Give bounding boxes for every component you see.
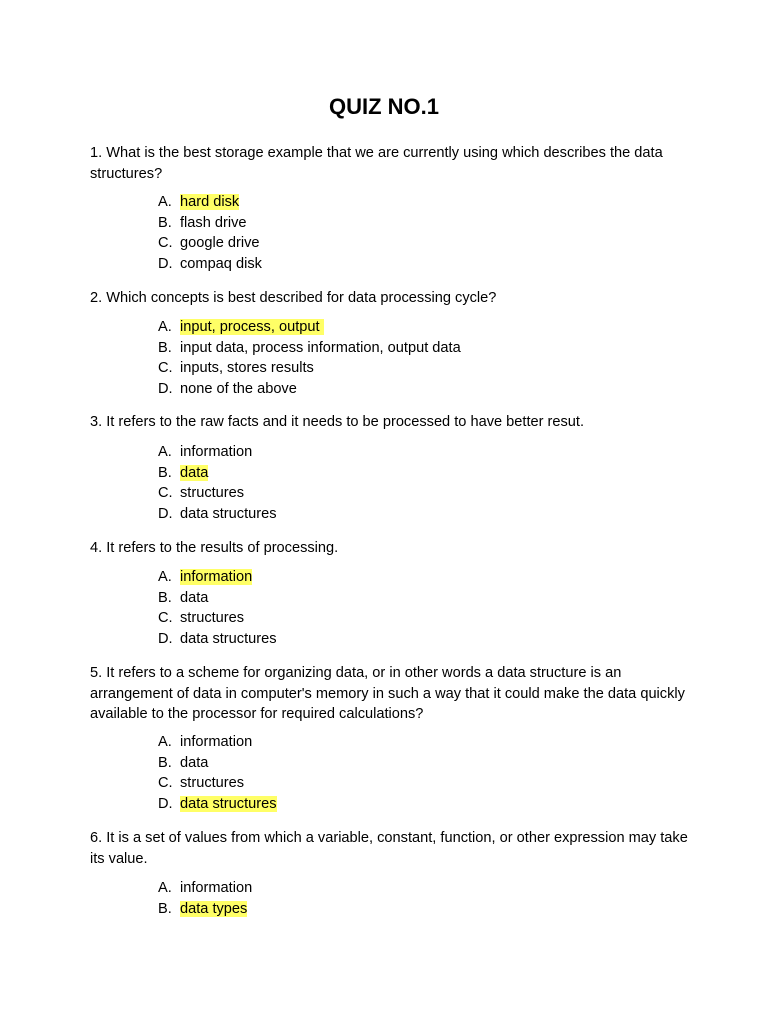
- option-letter: C.: [158, 485, 173, 501]
- option-letter: B.: [158, 339, 172, 356]
- option-text: google drive: [180, 235, 260, 251]
- option-letter: A.: [158, 569, 172, 585]
- answer-option: [158, 483, 277, 504]
- option-text-highlighted: data structures: [180, 795, 277, 812]
- option-letter: A.: [158, 319, 172, 335]
- option-text-highlighted: input, process, output: [180, 319, 324, 335]
- option-text: information: [180, 444, 253, 460]
- option-letter: D.: [158, 505, 173, 522]
- answer-option: [158, 753, 277, 774]
- option-letter: C.: [158, 235, 173, 251]
- answer-option: [158, 254, 262, 275]
- option-letter: B.: [158, 754, 172, 771]
- answer-option: [158, 379, 461, 400]
- option-text-highlighted: hard disk: [180, 194, 240, 210]
- option-text: information: [180, 880, 253, 896]
- answer-option: [158, 463, 277, 484]
- answer-options: [158, 317, 461, 399]
- option-text-highlighted: data: [180, 464, 209, 481]
- answer-options: [158, 878, 252, 919]
- option-letter: D.: [158, 380, 173, 397]
- option-text: structures: [180, 775, 245, 791]
- option-text: compaq disk: [180, 255, 262, 272]
- answer-option: [158, 338, 461, 359]
- question-text: 4. It refers to the results of processing.: [90, 540, 339, 556]
- answer-option: [158, 899, 252, 920]
- question-text: 5. It refers to a scheme for organizing data, or in other words a data structure is an arrangement of data in computer's memory in such a way that it could make the data quickly available to the processor for required calculations?: [90, 665, 685, 722]
- answer-options: [158, 732, 277, 814]
- option-letter: C.: [158, 775, 173, 791]
- question-text: 6. It is a set of values from which a variable, constant, function, or other expression may take its value.: [90, 830, 688, 867]
- option-letter: D.: [158, 630, 173, 647]
- answer-options: [158, 192, 262, 274]
- option-letter: A.: [158, 880, 172, 896]
- option-text-highlighted: information: [180, 569, 253, 585]
- answer-option: [158, 588, 277, 609]
- option-letter: B.: [158, 900, 172, 917]
- answer-option: [158, 878, 252, 899]
- option-text: data structures: [180, 630, 277, 647]
- option-letter: A.: [158, 444, 172, 460]
- option-text: information: [180, 734, 253, 750]
- option-text: flash drive: [180, 214, 247, 231]
- answer-options: [158, 442, 277, 524]
- option-letter: B.: [158, 589, 172, 606]
- page-title: QUIZ NO.1: [328, 94, 439, 119]
- option-text: inputs, stores results: [180, 360, 314, 376]
- option-letter: C.: [158, 610, 173, 626]
- answer-option: [158, 794, 277, 815]
- option-text: data: [180, 754, 209, 771]
- option-text: input data, process information, output data: [180, 339, 461, 356]
- answer-option: [158, 442, 277, 463]
- option-letter: A.: [158, 734, 172, 750]
- answer-option: [158, 358, 461, 379]
- answer-option: [158, 608, 277, 629]
- question-text: 1. What is the best storage example that we are currently using which describes the data structures?: [90, 145, 663, 182]
- answer-option: [158, 233, 262, 254]
- option-letter: B.: [158, 464, 172, 481]
- option-text: structures: [180, 485, 245, 501]
- answer-option: [158, 732, 277, 753]
- answer-option: [158, 192, 262, 213]
- option-text: structures: [180, 610, 245, 626]
- answer-option: [158, 567, 277, 588]
- option-text-highlighted: data types: [180, 900, 248, 917]
- answer-option: [158, 317, 461, 338]
- answer-options: [158, 567, 277, 649]
- question-text: 3. It refers to the raw facts and it needs to be processed to have better resut.: [90, 414, 585, 430]
- option-letter: C.: [158, 360, 173, 376]
- option-text: none of the above: [180, 380, 297, 397]
- option-text: data: [180, 589, 209, 606]
- option-letter: B.: [158, 214, 172, 231]
- answer-option: [158, 504, 277, 525]
- option-letter: D.: [158, 795, 173, 812]
- option-letter: A.: [158, 194, 172, 210]
- answer-option: [158, 213, 262, 234]
- answer-option: [158, 629, 277, 650]
- option-letter: D.: [158, 255, 173, 272]
- option-text: data structures: [180, 505, 277, 522]
- question-text: 2. Which concepts is best described for data processing cycle?: [90, 290, 497, 306]
- answer-option: [158, 773, 277, 794]
